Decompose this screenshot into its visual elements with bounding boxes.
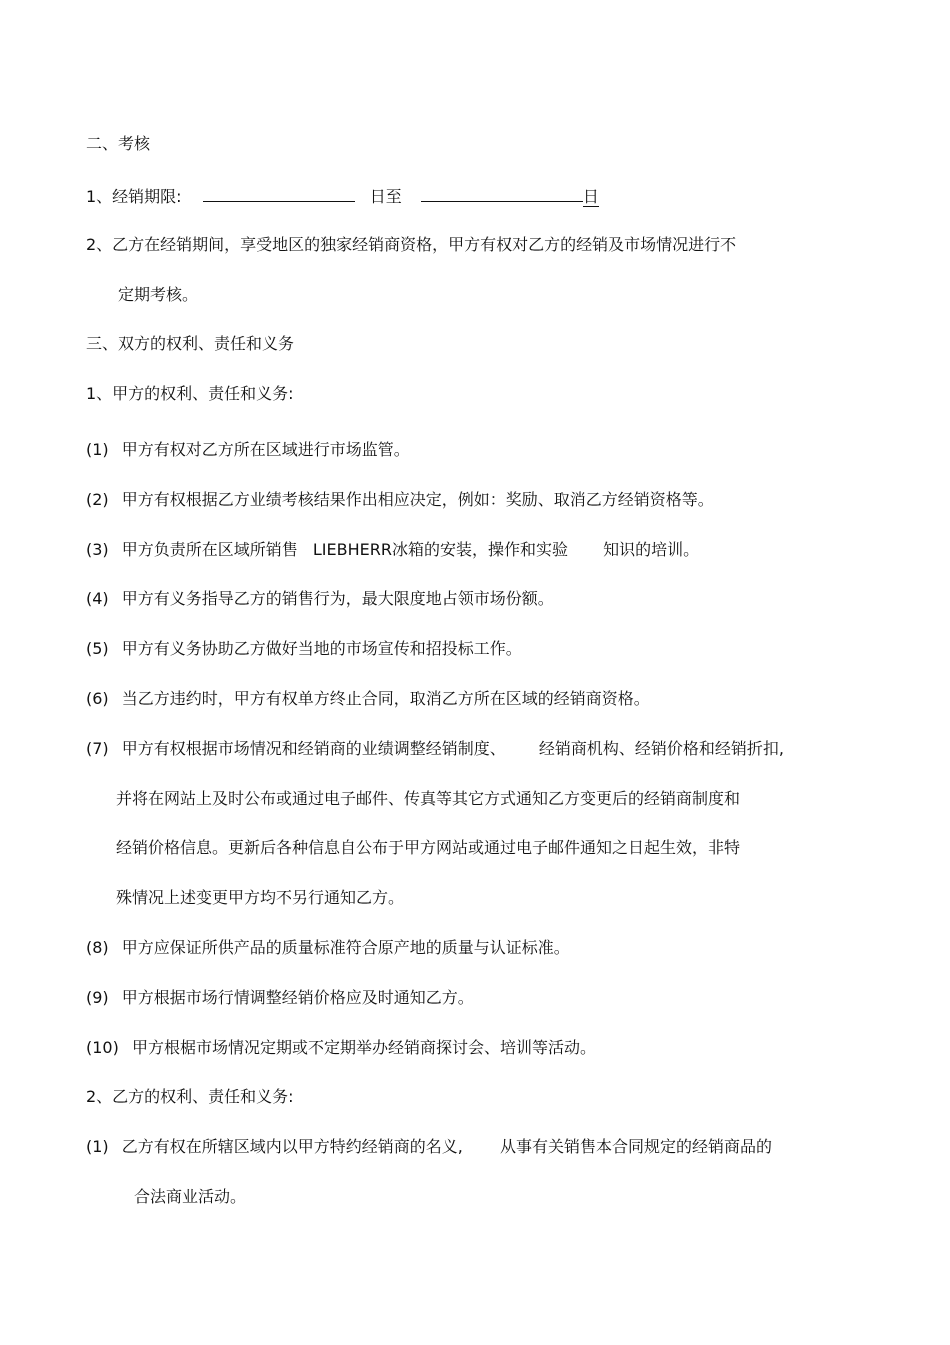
item-text: 甲方根据市场行情调整经销价格应及时通知乙方。 <box>121 988 474 1007</box>
party-b-item-1 <box>86 1136 772 1158</box>
item-number: (1) <box>86 440 109 459</box>
item-number: (4) <box>86 589 109 608</box>
party-a-item-3 <box>86 539 699 561</box>
party-a-item-7-cont-1: 并将在网站上及时公布或通过电子邮件、传真等其它方式通知乙方变更后的经销商制度和 <box>116 789 741 808</box>
item-text: 甲方有权根据乙方业绩考核结果作出相应决定，例如：奖励、取消乙方经销资格等。 <box>121 490 714 509</box>
party-a-item-7 <box>86 738 784 760</box>
item-text-cont: 经销商机构、经销价格和经销折扣, <box>538 739 784 758</box>
party-a-item-10 <box>86 1037 596 1059</box>
item-number: (3) <box>86 540 109 559</box>
exclusive-dealer-paragraph: 2、乙方在经销期间，享受地区的独家经销商资格，甲方有权对乙方的经销及市场情况进行不 <box>86 235 737 254</box>
item-number: (6) <box>86 689 109 708</box>
party-a-item-9 <box>86 987 474 1009</box>
party-a-item-6 <box>86 688 650 710</box>
item-text: 乙方有权在所辖区域内以甲方特约经销商的名义, <box>121 1137 463 1156</box>
party-a-item-7-cont-2: 经销价格信息。更新后各种信息自公布于甲方网站或通过电子邮件通知之日起生效，非特 <box>116 838 741 857</box>
item-text: 甲方有义务协助乙方做好当地的市场宣传和招投标工作。 <box>121 639 522 658</box>
exclusive-dealer-paragraph-cont: 定期考核。 <box>118 285 199 304</box>
start-date-blank <box>203 184 355 202</box>
item-text-cont: 从事有关销售本合同规定的经销商品的 <box>499 1137 772 1156</box>
party-a-item-7-cont-3: 殊情况上述变更甲方均不另行通知乙方。 <box>116 888 405 907</box>
term-label: 1、经销期限: <box>86 187 182 206</box>
item-number: (7) <box>86 739 109 758</box>
item-number: (2) <box>86 490 109 509</box>
item-number: (9) <box>86 988 109 1007</box>
section-heading-assessment: 二、考核 <box>86 134 151 153</box>
party-a-item-4 <box>86 588 554 610</box>
item-text: 甲方有义务指导乙方的销售行为，最大限度地占领市场份额。 <box>121 589 554 608</box>
item-text-end: 知识的培训。 <box>603 540 700 559</box>
term-to-label: 日至 <box>369 187 402 206</box>
party-b-heading: 2、乙方的权利、责任和义务: <box>86 1087 294 1106</box>
item-text: 甲方应保证所供产品的质量标准符合原产地的质量与认证标准。 <box>121 938 570 957</box>
party-a-item-1 <box>86 439 410 461</box>
item-text: 当乙方违约时，甲方有权单方终止合同，取消乙方所在区域的经销商资格。 <box>121 689 650 708</box>
term-end-label: 日 <box>582 187 599 206</box>
party-b-item-1-cont: 合法商业活动。 <box>134 1187 247 1206</box>
item-text: 甲方负责所在区域所销售 <box>121 540 298 559</box>
item-number: (5) <box>86 639 109 658</box>
item-text: 甲方有权对乙方所在区域进行市场监管。 <box>121 440 410 459</box>
item-text: 甲方根椐市场情况定期或不定期举办经销商探讨会、培训等活动。 <box>131 1038 596 1057</box>
party-a-item-2 <box>86 489 714 511</box>
party-a-item-5 <box>86 638 522 660</box>
party-a-item-8 <box>86 937 570 959</box>
item-number: (8) <box>86 938 109 957</box>
item-number: (10) <box>86 1038 119 1057</box>
party-a-heading: 1、甲方的权利、责任和义务: <box>86 384 294 403</box>
item-text: 甲方有权根据市场情况和经销商的业绩调整经销制度、 <box>121 739 506 758</box>
item-number: (1) <box>86 1137 109 1156</box>
end-date-blank <box>421 184 583 202</box>
item-text-brand: LIEBHERR冰箱的安装，操作和实验 <box>312 540 568 559</box>
dealership-term-line <box>86 184 599 208</box>
section-heading-rights: 三、双方的权利、责任和义务 <box>86 334 295 353</box>
